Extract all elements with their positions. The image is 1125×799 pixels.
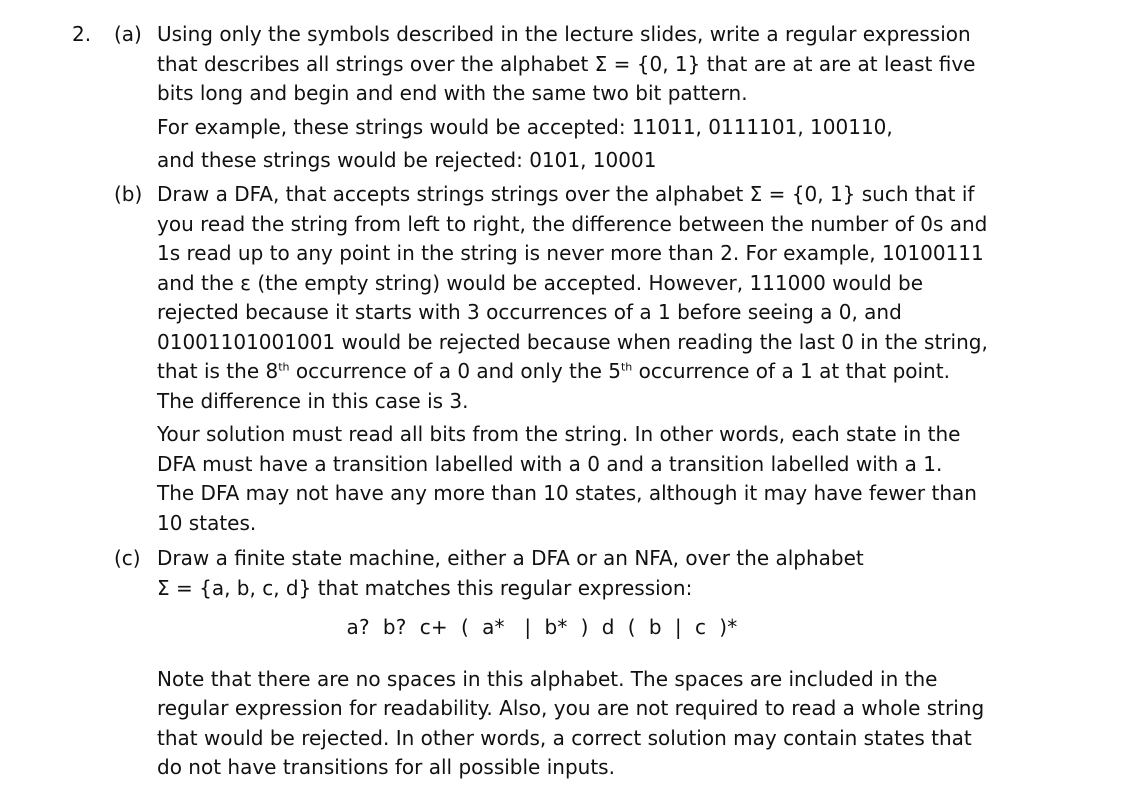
- ordinal-suffix-1: th: [278, 360, 290, 374]
- part-c-note-3: that would be rejected. In other words, a correct solution may contain states that: [157, 725, 972, 750]
- part-c-note-4: do not have transitions for all possible inputs.: [157, 755, 615, 779]
- question-number: 2.: [72, 22, 92, 46]
- part-b-line-1: Draw a DFA, that accepts strings strings over the alphabet Σ = {0, 1} such that if: [157, 182, 975, 206]
- part-b-rule-2: DFA must have a transition labelled with a 0 and a transition labelled with a 1.: [157, 451, 943, 476]
- regular-expression: a? b? c+ ( a* | b* ) d ( b | c )*: [346, 615, 738, 639]
- part-b-line-3: 1s read up to any point in the string is never more than 2. For example, 10100111: [157, 241, 984, 265]
- part-b-rule-3: The DFA may not have any more than 10 states, although it may have fewer than: [157, 481, 977, 505]
- part-c-note-2: regular expression for readability. Also, you are not required to read a whole string: [157, 696, 985, 720]
- part-b-line-4: and the ε (the empty string) would be accepted. However, 111000 would be: [157, 270, 924, 295]
- part-b-line-7: [157, 357, 1054, 387]
- part-b-rule-1: Your solution must read all bits from the string. In other words, each state in the: [157, 422, 961, 446]
- part-b-line-8: The difference in this case is 3.: [157, 388, 469, 413]
- part-a-example-accepted: For example, these strings would be accepted: 11011, 0111101, 100110,: [157, 114, 893, 139]
- ordinal-text-middle: occurrence of a 0 and only the 5: [289, 359, 621, 383]
- part-b-line-2: you read the string from left to right, the difference between the number of 0s and: [157, 211, 988, 236]
- part-a-line-3: bits long and begin and end with the same two bit pattern.: [157, 81, 748, 105]
- part-a-example-rejected: and these strings would be rejected: 0101, 10001: [157, 148, 657, 172]
- part-c-line-1: Draw a finite state machine, either a DFA or an NFA, over the alphabet: [157, 546, 864, 570]
- part-b-line-5: rejected because it starts with 3 occurrences of a 1 before seeing a 0, and: [157, 300, 902, 324]
- part-c-label: (c): [114, 546, 141, 570]
- ordinal-text-after: occurrence of a 1 at that point.: [632, 359, 950, 383]
- part-c-note-1: Note that there are no spaces in this alphabet. The spaces are included in the: [157, 666, 938, 691]
- part-b-rule-4: 10 states.: [157, 510, 257, 535]
- part-a-line-1: Using only the symbols described in the lecture slides, write a regular expression: [157, 22, 971, 46]
- part-c-body: [157, 544, 1054, 783]
- part-a-body: [157, 20, 1054, 176]
- ordinal-text-before: that is the 8: [157, 359, 279, 383]
- part-a-line-2: that describes all strings over the alphabet Σ = {0, 1} that are at are at least five: [157, 51, 976, 76]
- ordinal-suffix-2: th: [620, 360, 633, 374]
- part-b-label: (b): [114, 182, 143, 206]
- part-b-body: [157, 180, 1054, 538]
- part-b-line-6: 01001101001001 would be rejected because when reading the last 0 in the string,: [157, 329, 988, 354]
- part-a-label: (a): [114, 22, 142, 46]
- part-c-line-2: Σ = {a, b, c, d} that matches this regular expression:: [157, 575, 693, 600]
